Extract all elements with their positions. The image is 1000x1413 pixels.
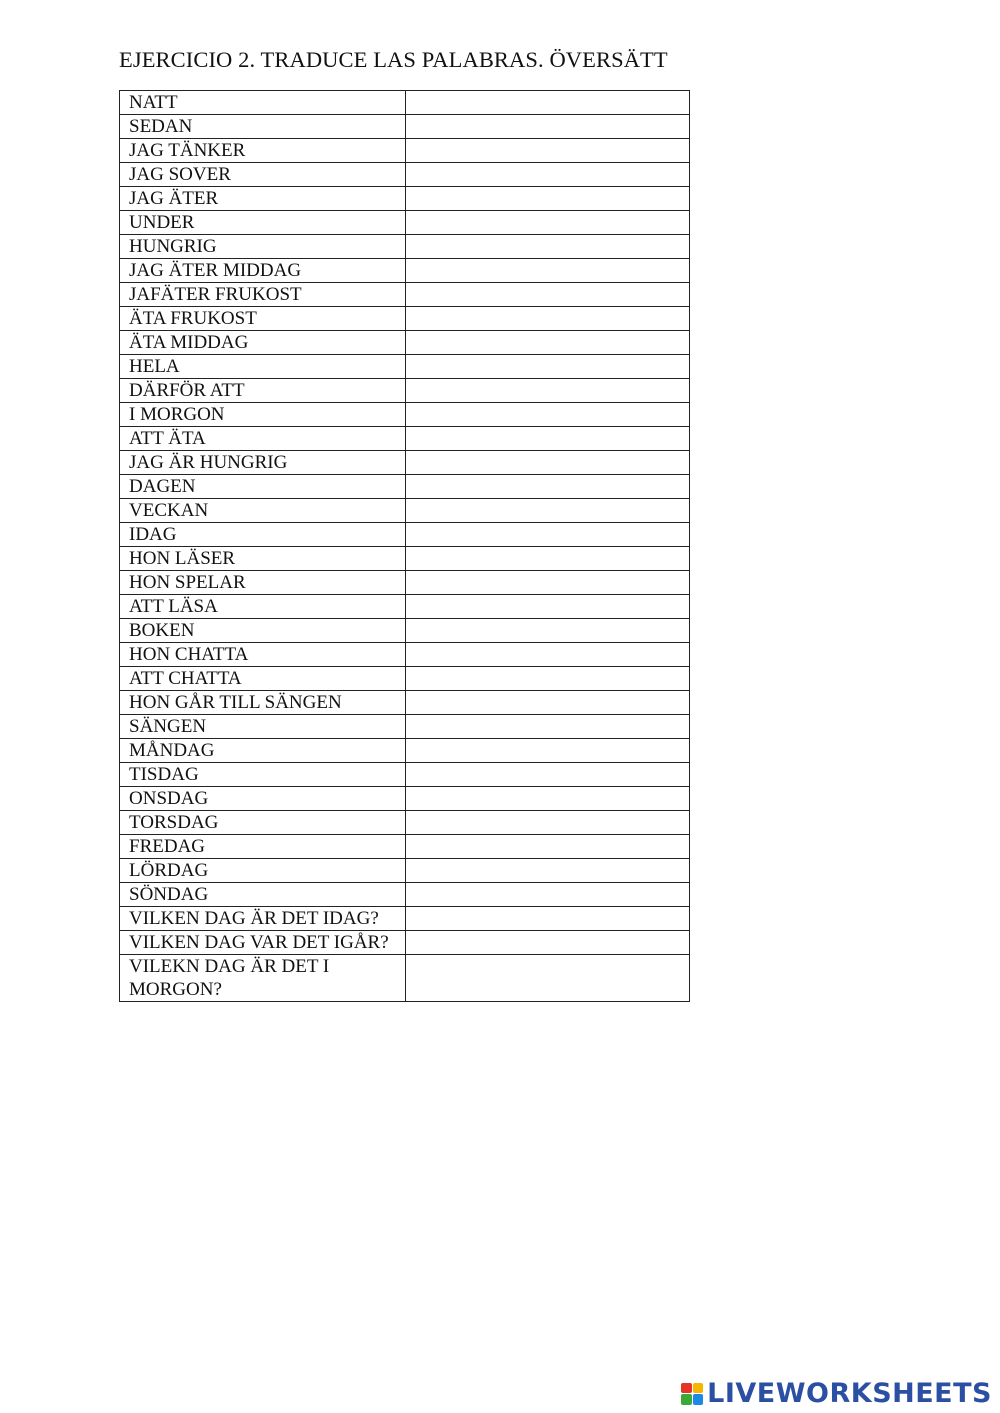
vocab-word-cell: LÖRDAG	[120, 859, 406, 883]
answer-cell[interactable]	[406, 211, 690, 235]
vocab-word-cell: HUNGRIG	[120, 235, 406, 259]
answer-cell[interactable]	[406, 331, 690, 355]
vocab-word-cell: HON SPELAR	[120, 571, 406, 595]
table-row	[120, 355, 690, 379]
answer-cell[interactable]	[406, 283, 690, 307]
table-row	[120, 835, 690, 859]
vocab-word-cell: ATT ÄTA	[120, 427, 406, 451]
answer-cell[interactable]	[406, 403, 690, 427]
table-row	[120, 307, 690, 331]
vocab-word-cell: HON CHATTA	[120, 643, 406, 667]
vocabulary-table-body	[120, 91, 690, 1002]
answer-cell[interactable]	[406, 835, 690, 859]
answer-cell[interactable]	[406, 307, 690, 331]
table-row	[120, 643, 690, 667]
answer-cell[interactable]	[406, 259, 690, 283]
vocab-word-cell: SÄNGEN	[120, 715, 406, 739]
logo-square	[681, 1383, 692, 1394]
vocab-word-cell: VECKAN	[120, 499, 406, 523]
vocab-word-cell: JAG ÄTER	[120, 187, 406, 211]
vocab-word-cell: DÄRFÖR ATT	[120, 379, 406, 403]
table-row	[120, 523, 690, 547]
answer-cell[interactable]	[406, 571, 690, 595]
table-row	[120, 211, 690, 235]
vocab-word-cell: MÅNDAG	[120, 739, 406, 763]
vocab-word-cell: IDAG	[120, 523, 406, 547]
table-row	[120, 931, 690, 955]
answer-cell[interactable]	[406, 787, 690, 811]
answer-cell[interactable]	[406, 139, 690, 163]
table-row	[120, 259, 690, 283]
table-row	[120, 499, 690, 523]
answer-cell[interactable]	[406, 355, 690, 379]
vocab-word-cell: DAGEN	[120, 475, 406, 499]
vocab-word-cell: JAFÄTER FRUKOST	[120, 283, 406, 307]
table-row	[120, 715, 690, 739]
table-row	[120, 187, 690, 211]
answer-cell[interactable]	[406, 619, 690, 643]
table-row	[120, 427, 690, 451]
answer-cell[interactable]	[406, 547, 690, 571]
table-row	[120, 139, 690, 163]
table-row	[120, 739, 690, 763]
answer-cell[interactable]	[406, 955, 690, 1002]
answer-cell[interactable]	[406, 691, 690, 715]
answer-cell[interactable]	[406, 907, 690, 931]
table-row	[120, 475, 690, 499]
answer-cell[interactable]	[406, 379, 690, 403]
table-row	[120, 859, 690, 883]
answer-cell[interactable]	[406, 523, 690, 547]
logo-square	[681, 1394, 692, 1405]
vocab-word-cell: JAG ÄTER MIDDAG	[120, 259, 406, 283]
table-row	[120, 283, 690, 307]
vocab-word-cell: TORSDAG	[120, 811, 406, 835]
vocab-word-cell: VILKEN DAG VAR DET IGÅR?	[120, 931, 406, 955]
table-row	[120, 595, 690, 619]
logo-square	[693, 1394, 704, 1405]
answer-cell[interactable]	[406, 187, 690, 211]
answer-cell[interactable]	[406, 763, 690, 787]
table-row	[120, 403, 690, 427]
table-row	[120, 619, 690, 643]
answer-cell[interactable]	[406, 859, 690, 883]
answer-cell[interactable]	[406, 499, 690, 523]
answer-cell[interactable]	[406, 715, 690, 739]
answer-cell[interactable]	[406, 475, 690, 499]
vocab-word-cell: JAG SOVER	[120, 163, 406, 187]
answer-cell[interactable]	[406, 811, 690, 835]
vocab-word-cell: SEDAN	[120, 115, 406, 139]
vocab-word-cell: JAG ÄR HUNGRIG	[120, 451, 406, 475]
vocab-word-cell: ATT CHATTA	[120, 667, 406, 691]
table-row	[120, 907, 690, 931]
vocab-word-cell: VILKEN DAG ÄR DET IDAG?	[120, 907, 406, 931]
table-row	[120, 235, 690, 259]
vocab-word-cell: SÖNDAG	[120, 883, 406, 907]
vocab-word-cell: TISDAG	[120, 763, 406, 787]
answer-cell[interactable]	[406, 91, 690, 115]
vocab-word-cell: ONSDAG	[120, 787, 406, 811]
vocab-word-cell: HELA	[120, 355, 406, 379]
vocab-word-cell: ÄTA MIDDAG	[120, 331, 406, 355]
table-row	[120, 91, 690, 115]
table-row	[120, 451, 690, 475]
answer-cell[interactable]	[406, 235, 690, 259]
answer-cell[interactable]	[406, 427, 690, 451]
liveworksheets-watermark	[681, 1378, 992, 1409]
vocab-word-cell: NATT	[120, 91, 406, 115]
liveworksheets-logo-icon	[681, 1383, 703, 1405]
answer-cell[interactable]	[406, 595, 690, 619]
table-row	[120, 379, 690, 403]
answer-cell[interactable]	[406, 883, 690, 907]
table-row	[120, 667, 690, 691]
answer-cell[interactable]	[406, 739, 690, 763]
answer-cell[interactable]	[406, 451, 690, 475]
vocab-word-cell: ATT LÄSA	[120, 595, 406, 619]
vocab-word-cell: JAG TÄNKER	[120, 139, 406, 163]
vocab-word-cell: BOKEN	[120, 619, 406, 643]
table-row	[120, 547, 690, 571]
vocab-word-cell: UNDER	[120, 211, 406, 235]
table-row	[120, 955, 690, 1002]
table-row	[120, 331, 690, 355]
vocab-word-cell: HON LÄSER	[120, 547, 406, 571]
answer-cell[interactable]	[406, 667, 690, 691]
table-row	[120, 787, 690, 811]
vocabulary-table	[119, 90, 690, 1002]
table-row	[120, 163, 690, 187]
vocab-word-cell: FREDAG	[120, 835, 406, 859]
answer-cell[interactable]	[406, 931, 690, 955]
table-row	[120, 571, 690, 595]
table-row	[120, 691, 690, 715]
answer-cell[interactable]	[406, 163, 690, 187]
answer-cell[interactable]	[406, 643, 690, 667]
answer-cell[interactable]	[406, 115, 690, 139]
page-title: EJERCICIO 2. TRADUCE LAS PALABRAS. ÖVERSÄTT	[119, 47, 668, 72]
vocab-word-cell: ÄTA FRUKOST	[120, 307, 406, 331]
vocab-word-cell: VILEKN DAG ÄR DET I MORGON?	[120, 955, 406, 1002]
table-row	[120, 763, 690, 787]
table-row	[120, 883, 690, 907]
vocab-word-cell: I MORGON	[120, 403, 406, 427]
logo-square	[693, 1383, 704, 1394]
table-row	[120, 115, 690, 139]
vocab-word-cell: HON GÅR TILL SÄNGEN	[120, 691, 406, 715]
watermark-text: LIVEWORKSHEETS	[707, 1378, 992, 1409]
table-row	[120, 811, 690, 835]
